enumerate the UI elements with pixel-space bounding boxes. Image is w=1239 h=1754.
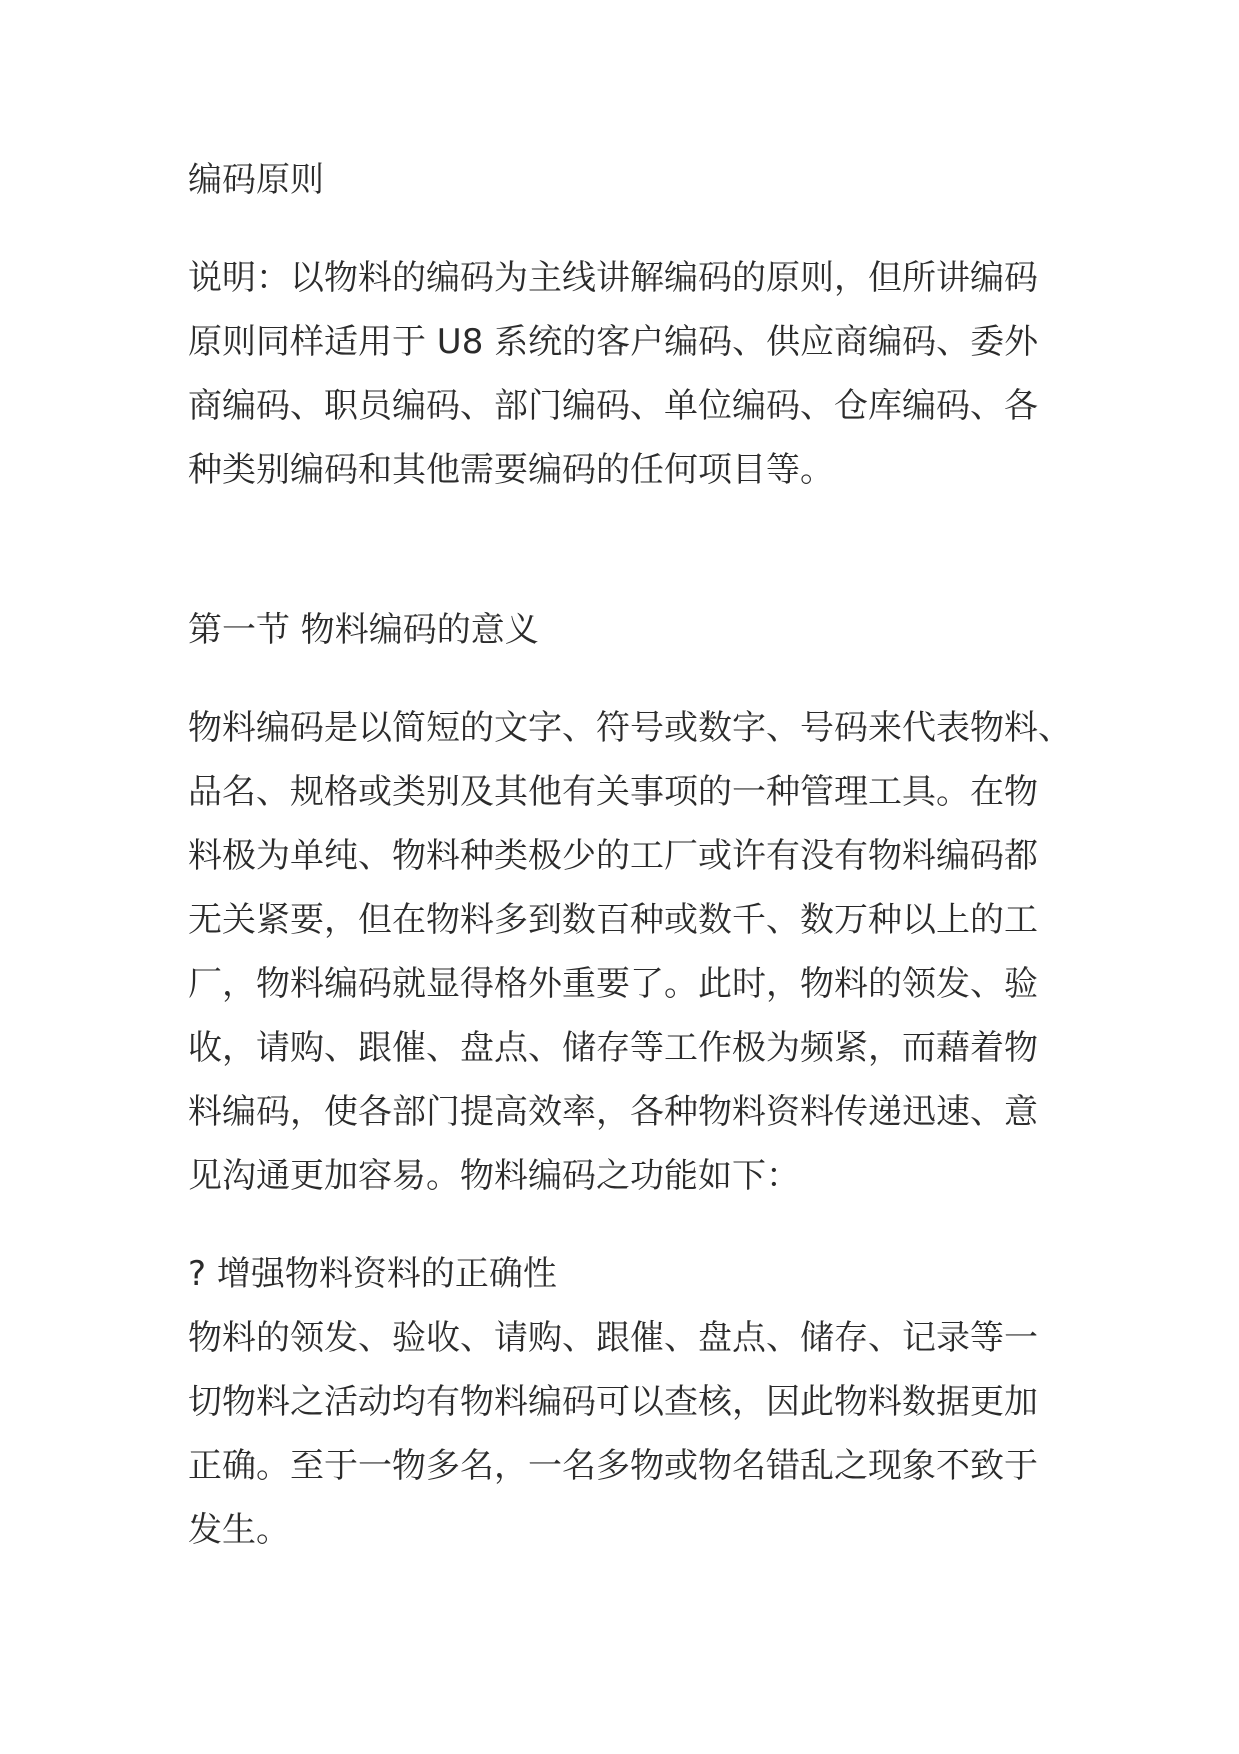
body-line-1: 物料编码是以简短的文字、符号或数字、号码来代表物料、 bbox=[188, 708, 1072, 748]
document-title: 编码原则 bbox=[188, 160, 324, 200]
function-heading: ? 增强物料资料的正确性 bbox=[188, 1254, 557, 1294]
body-line-5: 厂，物料编码就显得格外重要了。此时，物料的领发、验 bbox=[188, 964, 1038, 1004]
function-line-1: 物料的领发、验收、请购、跟催、盘点、储存、记录等一 bbox=[188, 1318, 1038, 1358]
function-line-3: 正确。至于一物多名，一名多物或物名错乱之现象不致于 bbox=[188, 1446, 1038, 1486]
intro-line-1: 说明：以物料的编码为主线讲解编码的原则，但所讲编码 bbox=[188, 258, 1038, 298]
section-heading: 第一节 物料编码的意义 bbox=[188, 610, 539, 650]
function-line-2: 切物料之活动均有物料编码可以查核，因此物料数据更加 bbox=[188, 1382, 1038, 1422]
intro-line-4: 种类别编码和其他需要编码的任何项目等。 bbox=[188, 450, 834, 490]
body-line-7: 料编码，使各部门提高效率，各种物料资料传递迅速、意 bbox=[188, 1092, 1038, 1132]
body-line-8: 见沟通更加容易。物料编码之功能如下： bbox=[188, 1156, 800, 1196]
body-line-2: 品名、规格或类别及其他有关事项的一种管理工具。在物 bbox=[188, 772, 1038, 812]
body-line-3: 料极为单纯、物料种类极少的工厂或许有没有物料编码都 bbox=[188, 836, 1038, 876]
body-line-6: 收，请购、跟催、盘点、储存等工作极为频紧，而藉着物 bbox=[188, 1028, 1038, 1068]
intro-line-3: 商编码、职员编码、部门编码、单位编码、仓库编码、各 bbox=[188, 386, 1038, 426]
intro-line-2: 原则同样适用于 U8 系统的客户编码、供应商编码、委外 bbox=[188, 322, 1039, 362]
function-line-4: 发生。 bbox=[188, 1510, 290, 1550]
body-line-4: 无关紧要，但在物料多到数百种或数千、数万种以上的工 bbox=[188, 900, 1038, 940]
